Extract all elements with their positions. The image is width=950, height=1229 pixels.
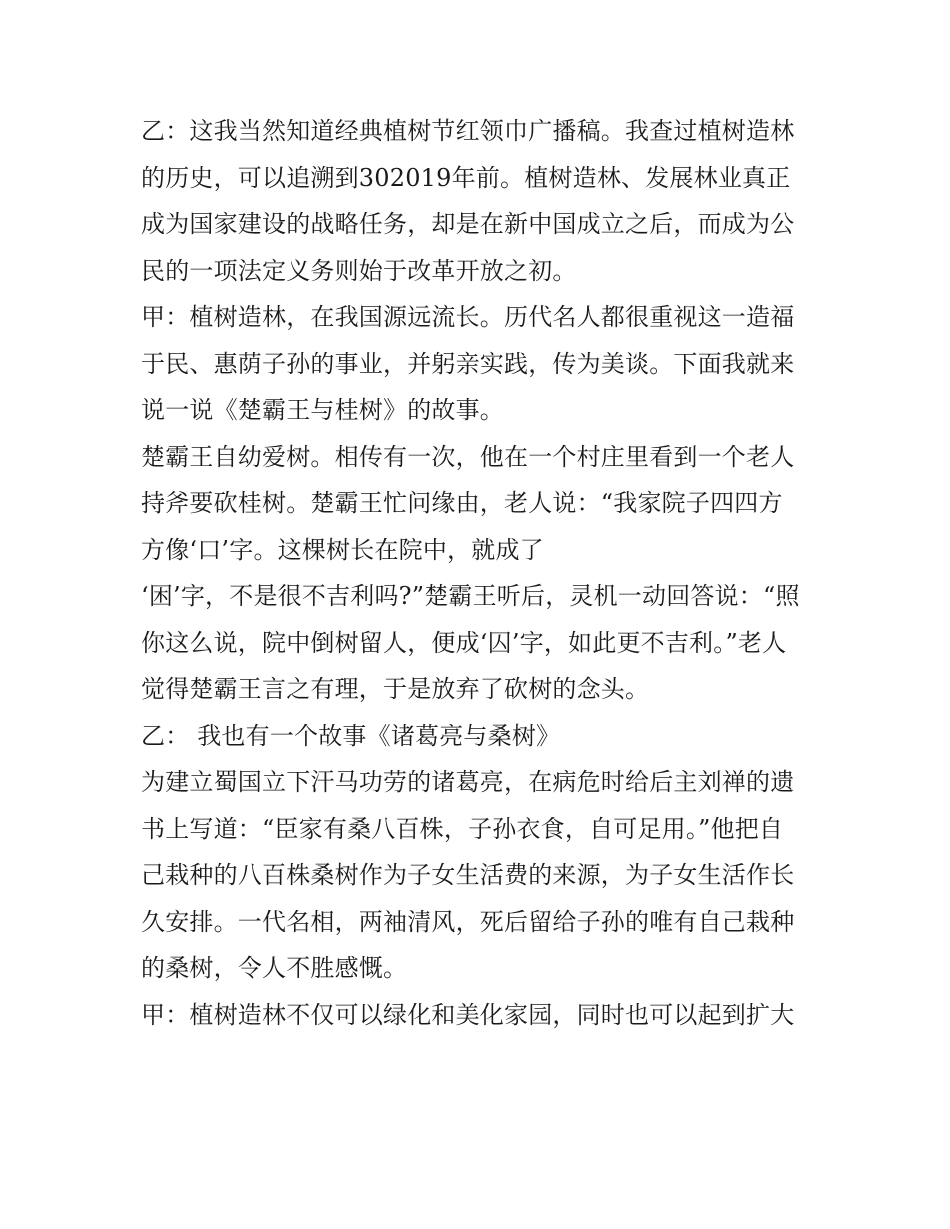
text-line: 己栽种的八百株桑树作为子女生活费的来源，为子女生活作长	[141, 861, 795, 889]
text-line: 乙： 我也有一个故事《诸葛亮与桑树》	[141, 721, 561, 750]
text-line: 的桑树，令人不胜感慨。	[141, 954, 408, 982]
text-line: 持斧要砍桂树。楚霸王忙问缘由，老人说：“我家院子四四方	[141, 489, 783, 517]
text-line: 乙：这我当然知道经典植树节红领巾广播稿。我查过植树造林	[141, 117, 795, 145]
text-line: 的历史，可以追溯到302019年前。植树造林、发展林业真正	[141, 163, 791, 192]
text-line: 楚霸王自幼爱树。相传有一次，他在一个村庄里看到一个老人	[141, 442, 795, 471]
text-line: 你这么说，院中倒树留人，便成‘囚’字，如此更不吉利。”老人	[141, 628, 787, 657]
text-line: 久安排。一代名相，两袖清风，死后留给子孙的唯有自己栽种	[141, 907, 795, 936]
text-line: 甲：植树造林不仅可以绿化和美化家园，同时也可以起到扩大	[141, 1000, 795, 1029]
text-line: 为建立蜀国立下汗马功劳的诸葛亮，在病危时给后主刘禅的遗	[141, 768, 795, 796]
text-line: 民的一项法定义务则始于改革开放之初。	[141, 256, 577, 285]
text-line: 于民、惠荫子孙的事业，并躬亲实践，传为美谈。下面我就来	[141, 349, 795, 378]
text-line: 说一说《楚霸王与桂树》的故事。	[141, 396, 504, 424]
text-line: 方像‘口’字。这棵树长在院中，就成了	[141, 535, 544, 564]
text-line: 成为国家建设的战略任务，却是在新中国成立之后，而成为公	[141, 210, 795, 238]
text-line: 书上写道：“臣家有桑八百株，子孙衣食，自可足用。”他把自	[141, 814, 784, 843]
text-line: ‘困’字，不是很不吉利吗?”楚霸王听后，灵机一动回答说：“照	[141, 582, 800, 610]
document-body	[141, 108, 821, 1038]
text-line: 觉得楚霸王言之有理，于是放弃了砍树的念头。	[141, 675, 650, 703]
text-line: 甲：植树造林，在我国源远流长。历代名人都很重视这一造福	[141, 303, 795, 331]
